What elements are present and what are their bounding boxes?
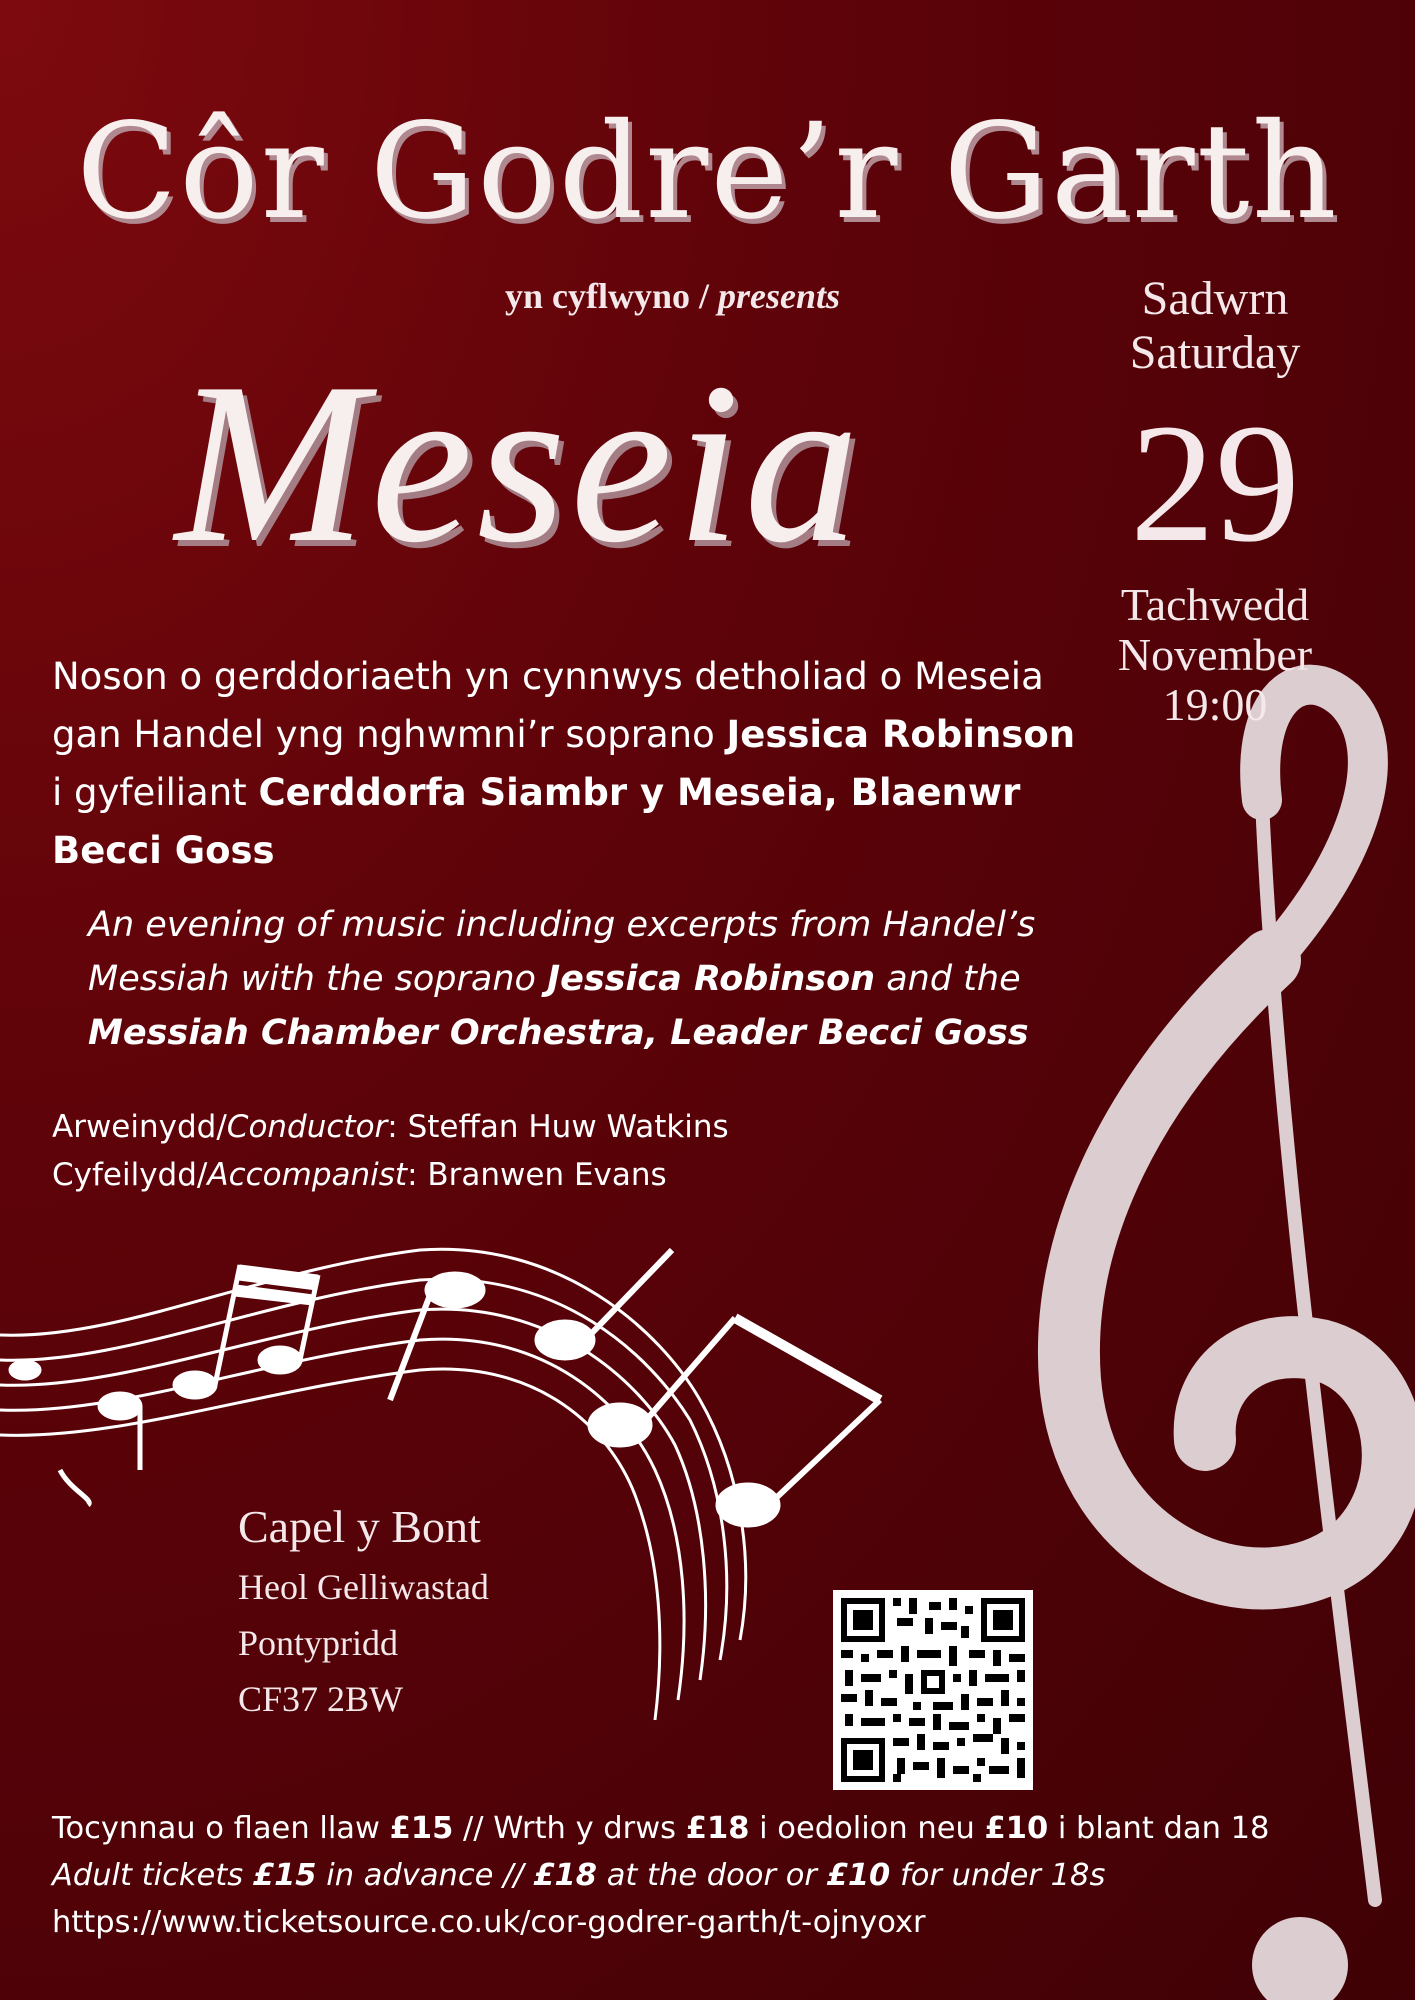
venue-street: Heol Gelliwastad	[238, 1567, 489, 1607]
presents-en: presents	[718, 276, 841, 316]
ticket-url-link[interactable]: https://www.ticketsource.co.uk/cor-godrer-garth/t-ojnyoxr	[52, 1905, 926, 1940]
venue-address	[238, 1495, 489, 1727]
presents-line	[505, 275, 840, 317]
conductor-label-cy: Arweinydd/	[52, 1109, 227, 1145]
tickets-en-text-3: at the door or	[597, 1858, 827, 1893]
tickets-english	[52, 1852, 1269, 1899]
tickets-en-text-1: Adult tickets	[52, 1858, 253, 1893]
price-advance-en: £15	[252, 1858, 317, 1893]
event-title: Meseia	[175, 335, 864, 590]
choir-title: Côr Godre’r Garth	[76, 95, 1339, 249]
month-cy: Tachwedd	[1120, 579, 1310, 630]
ticket-info	[52, 1805, 1269, 1946]
price-door-en: £18	[533, 1858, 597, 1893]
description-english	[88, 898, 1168, 1060]
event-time: 19:00	[1162, 679, 1268, 730]
credits	[52, 1103, 729, 1199]
venue-name: Capel y Bont	[238, 1501, 481, 1552]
soloist-name-en: Jessica Robinson	[547, 959, 876, 999]
price-door-cy: £18	[685, 1811, 750, 1846]
presents-cy: yn cyflwyno /	[505, 276, 710, 316]
orchestra-name-en: Messiah Chamber Orchestra, Leader Becci Goss	[88, 1013, 1029, 1053]
price-child-cy: £10	[984, 1811, 1049, 1846]
day-en: Saturday	[1129, 326, 1301, 379]
venue-postcode: CF37 2BW	[238, 1679, 404, 1719]
orchestra-name-cy: Cerddorfa Siambr y Meseia, Blaenwr Becci Goss	[52, 771, 1021, 872]
tickets-en-text-4: for under 18s	[890, 1858, 1106, 1893]
description-en-part1: An evening of music including excerpts from Handel’s Messiah with the soprano	[88, 905, 1036, 999]
tickets-en-text-2: in advance //	[316, 1858, 534, 1893]
accompanist-label-en: Accompanist	[207, 1157, 408, 1193]
day-cy: Sadwrn	[1141, 272, 1289, 325]
conductor-line	[52, 1103, 729, 1151]
month-en: November	[1117, 629, 1313, 680]
conductor-label-en: Conductor	[226, 1109, 388, 1145]
tickets-cy-text-4: i blant dan 18	[1048, 1811, 1270, 1846]
accompanist-label-cy: Cyfeilydd/	[52, 1157, 208, 1193]
price-advance-cy: £15	[389, 1811, 454, 1846]
date-day	[1075, 272, 1355, 380]
tickets-cy-text-2: // Wrth y drws	[453, 1811, 686, 1846]
venue-town: Pontypridd	[238, 1623, 399, 1663]
soloist-name-cy: Jessica Robinson	[726, 713, 1076, 756]
date-number: 29	[1130, 389, 1300, 577]
price-child-en: £10	[826, 1858, 891, 1893]
accompanist-name: : Branwen Evans	[407, 1157, 667, 1193]
accompanist-line	[52, 1151, 729, 1199]
tickets-welsh	[52, 1805, 1269, 1852]
tickets-cy-text-1: Tocynnau o flaen llaw	[52, 1811, 390, 1846]
description-cy-part1: Noson o gerddoriaeth yn cynnwys detholiad o Meseia gan Handel yng nghwmni’r soprano	[52, 655, 1044, 756]
description-cy-part2: i gyfeiliant	[52, 771, 259, 814]
date-month	[1075, 580, 1355, 730]
description-en-part2: and the	[875, 959, 1021, 999]
conductor-name: : Steffan Huw Watkins	[387, 1109, 729, 1145]
description-welsh	[52, 648, 1082, 880]
tickets-cy-text-3: i oedolion neu	[749, 1811, 985, 1846]
qr-code[interactable]	[833, 1590, 1033, 1790]
